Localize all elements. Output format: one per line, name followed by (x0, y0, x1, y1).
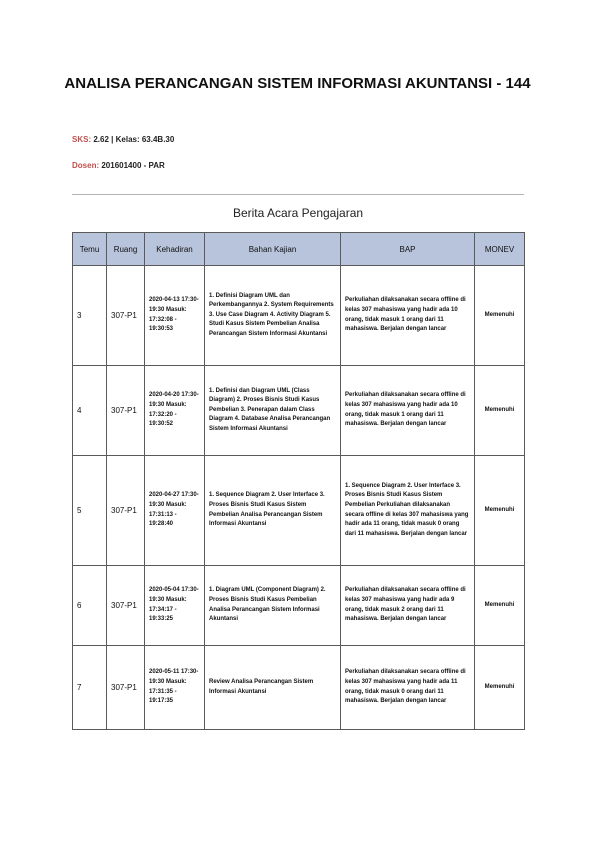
cell-bahan-kajian: 1. Diagram UML (Component Diagram) 2. Proses Bisnis Studi Kasus Pembelian Analisa Perancangan Sistem Informasi Akuntansi (205, 566, 341, 646)
column-header-bap: BAP (341, 233, 475, 266)
cell-ruang: 307-P1 (107, 646, 145, 730)
table-header-row (73, 233, 525, 266)
cell-ruang: 307-P1 (107, 566, 145, 646)
cell-temu: 7 (73, 646, 107, 730)
cell-temu: 6 (73, 566, 107, 646)
cell-temu: 3 (73, 266, 107, 366)
dosen-label: Dosen: (72, 161, 100, 170)
cell-monev: Memenuhi (475, 566, 525, 646)
cell-monev: Memenuhi (475, 366, 525, 456)
cell-ruang: 307-P1 (107, 456, 145, 566)
cell-kehadiran: 2020-05-11 17:30-19:30 Masuk: 17:31:35 - 19:17:35 (145, 646, 205, 730)
cell-ruang: 307-P1 (107, 366, 145, 456)
table-row (73, 266, 525, 366)
cell-bahan-kajian: 1. Definisi Diagram UML dan Perkembangannya 2. System Requirements 3. Use Case Diagram 4. Activity Diagram 5. Studi Kasus Sistem Pembelian Analisa Perancangan Sistem Informasi Akuntansi (205, 266, 341, 366)
table-row (73, 646, 525, 730)
cell-temu: 4 (73, 366, 107, 456)
cell-bap: Perkuliahan dilaksanakan secara offline di kelas 307 mahasiswa yang hadir ada 9 orang, tidak masuk 2 orang dari 11 mahasiswa. Berjalan dengan lancar (341, 566, 475, 646)
cell-bap: Perkuliahan dilaksanakan secara offline di kelas 307 mahasiswa yang hadir ada 10 orang, tidak masuk 1 orang dari 11 mahasiswa. Berjalan dengan lancar (341, 366, 475, 456)
berita-acara-table (72, 232, 525, 730)
cell-bahan-kajian: 1. Sequence Diagram 2. User Interface 3. Proses Bisnis Studi Kasus Sistem Pembelian Analisa Perancangan Sistem Informasi Akuntansi (205, 456, 341, 566)
cell-kehadiran: 2020-04-13 17:30-19:30 Masuk: 17:32:08 - 19:30:53 (145, 266, 205, 366)
cell-monev: Memenuhi (475, 456, 525, 566)
page-title: ANALISA PERANCANGAN SISTEM INFORMASI AKUNTANSI - 144 (64, 75, 531, 92)
sks-kelas-value: 2.62 | Kelas: 63.4B.30 (93, 135, 175, 144)
cell-monev: Memenuhi (475, 266, 525, 366)
cell-temu: 5 (73, 456, 107, 566)
dosen-value: 201601400 - PAR (101, 161, 165, 170)
cell-kehadiran: 2020-05-04 17:30-19:30 Masuk: 17:34:17 - 19:33:25 (145, 566, 205, 646)
column-header-kehadiran: Kehadiran (145, 233, 205, 266)
cell-bahan-kajian: 1. Definisi dan Diagram UML (Class Diagram) 2. Proses Bisnis Studi Kasus Pembelian 3. Penerapan dalam Class Diagram 4. Database Analisa Perancangan Sistem Informasi Akuntansi (205, 366, 341, 456)
cell-ruang: 307-P1 (107, 266, 145, 366)
cell-kehadiran: 2020-04-27 17:30-19:30 Masuk: 17:31:13 - 19:28:40 (145, 456, 205, 566)
column-header-bahan-kajian: Bahan Kajian (205, 233, 341, 266)
dosen-line (72, 161, 165, 170)
column-header-ruang: Ruang (107, 233, 145, 266)
cell-bap: Perkuliahan dilaksanakan secara offline di kelas 307 mahasiswa yang hadir ada 11 orang, tidak masuk 0 orang dari 11 mahasiswa. Berjalan dengan lancar (341, 646, 475, 730)
sks-label: SKS: (72, 135, 92, 144)
column-header-temu: Temu (73, 233, 107, 266)
column-header-monev: MONEV (475, 233, 525, 266)
cell-bap: Perkuliahan dilaksanakan secara offline di kelas 307 mahasiswa yang hadir ada 10 orang, tidak masuk 1 orang dari 11 mahasiswa. Berjalan dengan lancar (341, 266, 475, 366)
sks-kelas-line (72, 135, 174, 144)
table-row (73, 566, 525, 646)
cell-bap: 1. Sequence Diagram 2. User Interface 3. Proses Bisnis Studi Kasus Sistem Pembelian Perkuliahan dilaksanakan secara offline di kelas 307 mahasiswa yang hadir ada 11 orang, tidak masuk 0 orang dari 11 mahasiswa. Berjalan dengan lancar (341, 456, 475, 566)
section-title: Berita Acara Pengajaran (232, 206, 364, 220)
table-row (73, 366, 525, 456)
divider (72, 194, 524, 195)
cell-kehadiran: 2020-04-20 17:30-19:30 Masuk: 17:32:20 - 19:30:52 (145, 366, 205, 456)
cell-monev: Memenuhi (475, 646, 525, 730)
cell-bahan-kajian: Review Analisa Perancangan Sistem Informasi Akuntansi (205, 646, 341, 730)
table-row (73, 456, 525, 566)
